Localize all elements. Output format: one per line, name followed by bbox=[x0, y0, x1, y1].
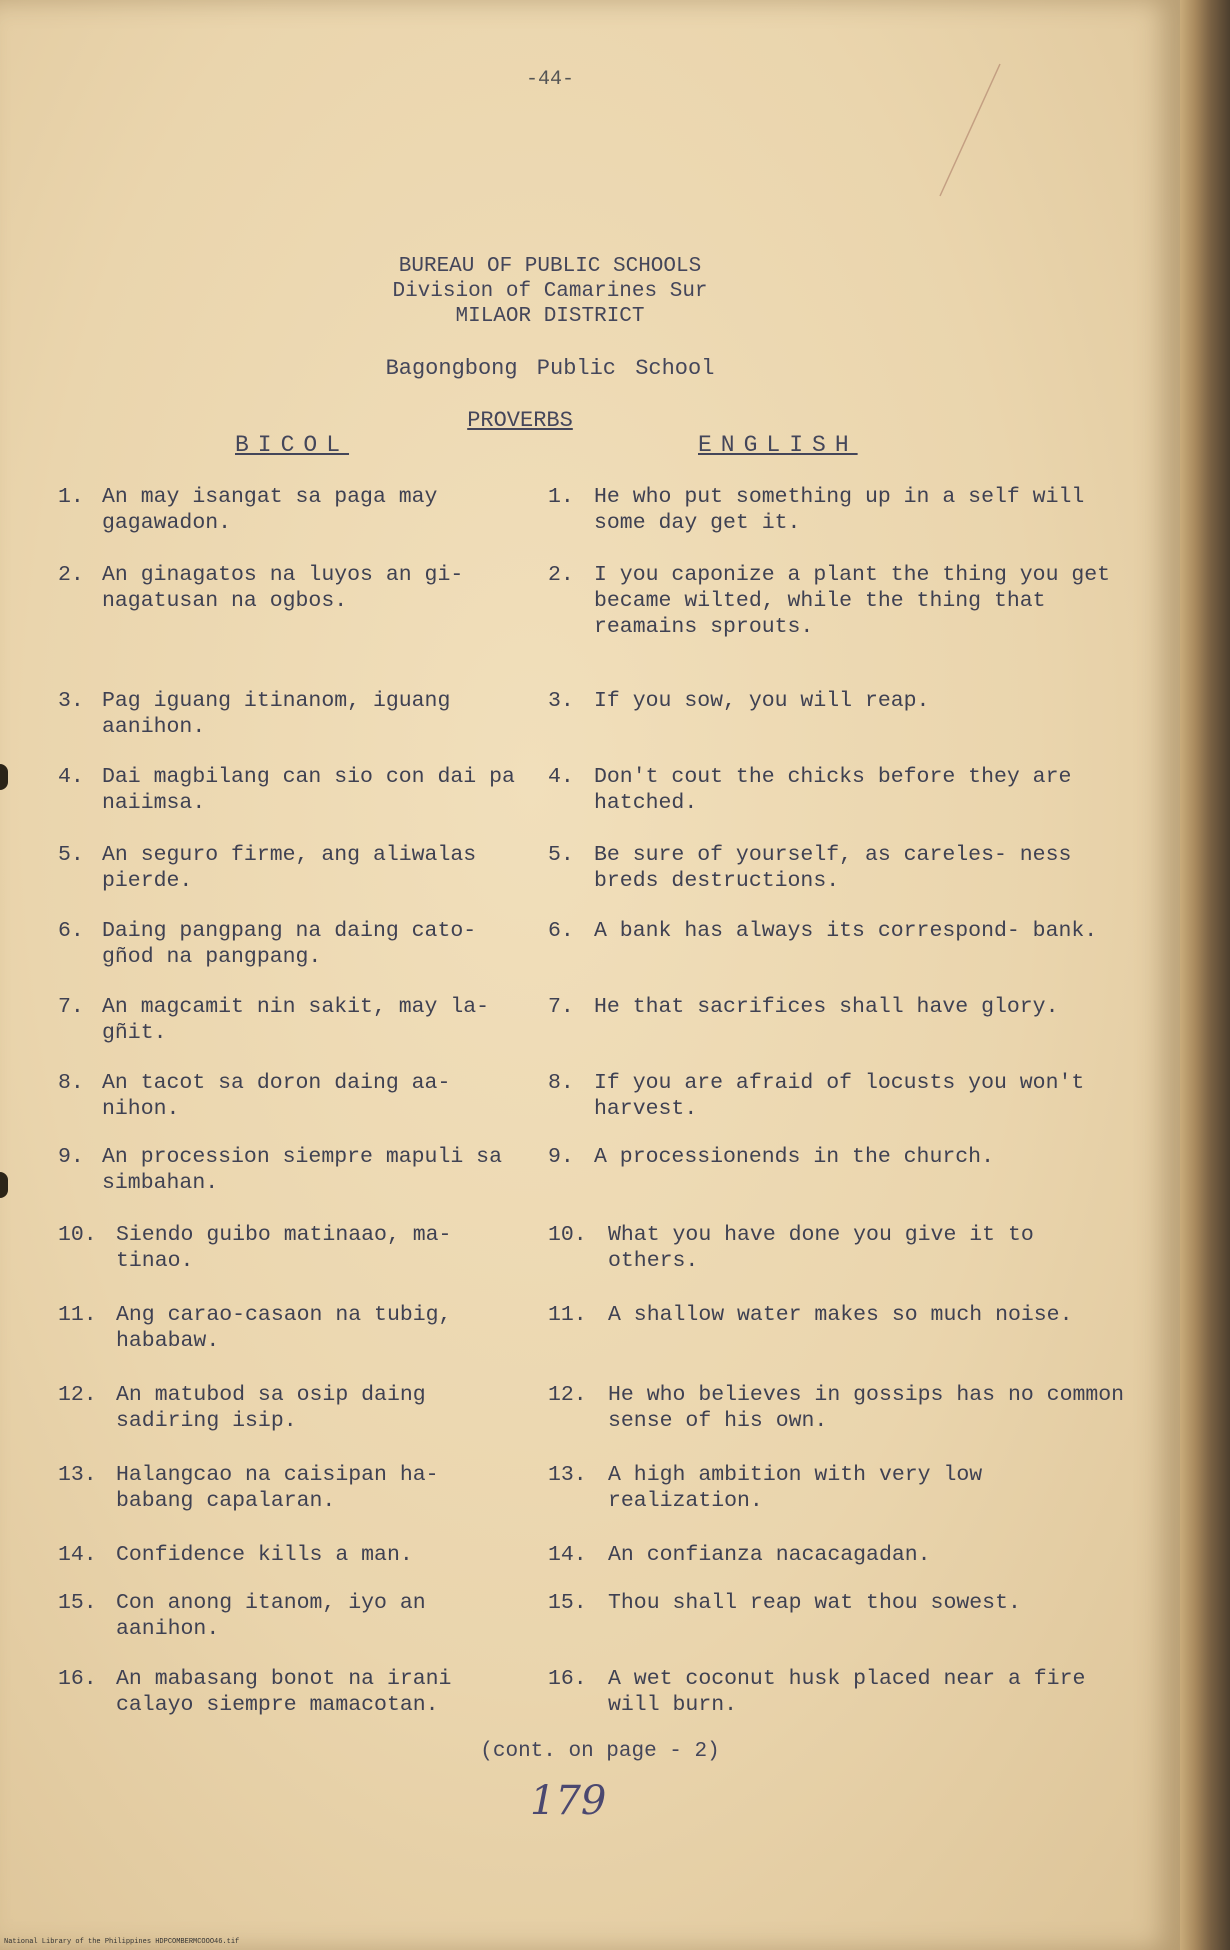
proverb-number-english: 5. bbox=[548, 843, 574, 867]
proverb-number-english: 4. bbox=[548, 765, 574, 789]
proverb-bicol: An ginagatos na luyos an gi- nagatusan na ogbos. bbox=[102, 563, 464, 613]
proverb-number: 13. bbox=[58, 1463, 97, 1487]
header-line-2: Division of Camarines Sur bbox=[392, 280, 708, 303]
binding-hole-icon bbox=[0, 1172, 8, 1198]
page-number: -44- bbox=[525, 68, 574, 91]
proverb-number-english: 2. bbox=[548, 563, 574, 587]
proverb-bicol: Daing pangpang na daing cato- gñod na pangpang. bbox=[102, 919, 477, 969]
proverb-number: 16. bbox=[58, 1667, 97, 1691]
proverb-english: A high ambition with very low realization. bbox=[608, 1463, 983, 1513]
binding-hole-icon bbox=[0, 764, 8, 790]
proverb-english: He who believes in gossips has no common sense of his own. bbox=[608, 1383, 1125, 1433]
proverb-number: 6. bbox=[58, 919, 84, 943]
proverb-number-english: 10. bbox=[548, 1223, 587, 1247]
school-name: Bagongbong Public School bbox=[385, 356, 715, 381]
proverb-bicol: An procession siempre mapuli sa simbahan. bbox=[102, 1145, 502, 1195]
proverb-number: 11. bbox=[58, 1303, 97, 1327]
proverb-english: If you sow, you will reap. bbox=[594, 689, 930, 713]
proverb-english: Be sure of yourself, as careles- ness breds destructions. bbox=[594, 843, 1072, 893]
proverb-number-english: 16. bbox=[548, 1667, 587, 1691]
archive-footer: National Library of the Philippines HDPCOMBERMCOOO46.tif bbox=[4, 1938, 240, 1946]
proverb-number: 8. bbox=[58, 1071, 84, 1095]
proverb-number: 4. bbox=[58, 765, 84, 789]
proverb-bicol: An magcamit nin sakit, may la- gñit. bbox=[102, 995, 490, 1045]
column-heading-english: ENGLISH bbox=[698, 432, 858, 458]
proverb-number: 10. bbox=[58, 1223, 97, 1247]
proverb-bicol: Dai magbilang can sio con dai pa naiimsa. bbox=[102, 765, 515, 815]
proverb-number-english: 9. bbox=[548, 1145, 574, 1169]
proverb-bicol: An may isangat sa paga may gagawadon. bbox=[102, 485, 438, 535]
continuation-note: (cont. on page - 2) bbox=[480, 1740, 720, 1763]
proverb-english: An confianza nacacagadan. bbox=[608, 1543, 931, 1567]
letterhead bbox=[250, 254, 850, 329]
proverb-english: A processionends in the church. bbox=[594, 1145, 994, 1169]
proverb-bicol: Con anong itanom, iyo an aanihon. bbox=[116, 1591, 426, 1641]
header-line-1: BUREAU OF PUBLIC SCHOOLS bbox=[398, 255, 702, 278]
proverb-english: A bank has always its correspond- bank. bbox=[594, 919, 1098, 943]
proverb-number-english: 14. bbox=[548, 1543, 587, 1567]
proverb-bicol: An mabasang bonot na irani calayo siempre mamacotan. bbox=[116, 1667, 452, 1717]
proverb-number-english: 12. bbox=[548, 1383, 587, 1407]
proverb-number: 2. bbox=[58, 563, 84, 587]
proverb-bicol: Siendo guibo matinaao, ma- tinao. bbox=[116, 1223, 452, 1273]
proverb-number-english: 3. bbox=[548, 689, 574, 713]
proverb-number-english: 1. bbox=[548, 485, 574, 509]
proverb-number: 9. bbox=[58, 1145, 84, 1169]
proverb-bicol: An tacot sa doron daing aa- nihon. bbox=[102, 1071, 451, 1121]
proverb-english: Thou shall reap wat thou sowest. bbox=[608, 1591, 1021, 1615]
proverb-english: A wet coconut husk placed near a fire will burn. bbox=[608, 1667, 1086, 1717]
proverb-english: Don't cout the chicks before they are hatched. bbox=[594, 765, 1072, 815]
section-title: PROVERBS bbox=[467, 408, 573, 433]
proverb-number: 14. bbox=[58, 1543, 97, 1567]
proverb-number: 12. bbox=[58, 1383, 97, 1407]
proverb-number: 1. bbox=[58, 485, 84, 509]
proverb-number-english: 8. bbox=[548, 1071, 574, 1095]
proverb-bicol: Confidence kills a man. bbox=[116, 1543, 413, 1567]
proverb-number: 5. bbox=[58, 843, 84, 867]
proverb-english: What you have done you give it to others. bbox=[608, 1223, 1034, 1273]
proverb-bicol: An seguro firme, ang aliwalas pierde. bbox=[102, 843, 477, 893]
book-edge bbox=[1180, 0, 1230, 1950]
proverb-english: A shallow water makes so much noise. bbox=[608, 1303, 1073, 1327]
handwritten-page-number: 179 bbox=[530, 1778, 607, 1824]
proverb-bicol: An matubod sa osip daing sadiring isip. bbox=[116, 1383, 426, 1433]
proverb-number: 15. bbox=[58, 1591, 97, 1615]
proverb-bicol: Halangcao na caisipan ha- babang capalaran. bbox=[116, 1463, 439, 1513]
proverb-number-english: 13. bbox=[548, 1463, 587, 1487]
proverb-bicol: Ang carao-casaon na tubig, hababaw. bbox=[116, 1303, 452, 1353]
proverb-number-english: 6. bbox=[548, 919, 574, 943]
proverb-english: If you are afraid of locusts you won't harvest. bbox=[594, 1071, 1085, 1121]
proverb-number-english: 7. bbox=[548, 995, 574, 1019]
column-heading-bicol: BICOL bbox=[235, 432, 350, 458]
proverb-number: 7. bbox=[58, 995, 84, 1019]
proverb-english: He who put something up in a self will some day get it. bbox=[594, 485, 1085, 535]
proverb-number-english: 15. bbox=[548, 1591, 587, 1615]
proverb-english: I you caponize a plant the thing you get became wilted, while the thing that reamains sprouts. bbox=[594, 563, 1111, 639]
header-line-3: MILAOR DISTRICT bbox=[455, 305, 645, 328]
proverb-bicol: Pag iguang itinanom, iguang aanihon. bbox=[102, 689, 451, 739]
proverb-english: He that sacrifices shall have glory. bbox=[594, 995, 1059, 1019]
proverb-number-english: 11. bbox=[548, 1303, 587, 1327]
proverb-number: 3. bbox=[58, 689, 84, 713]
